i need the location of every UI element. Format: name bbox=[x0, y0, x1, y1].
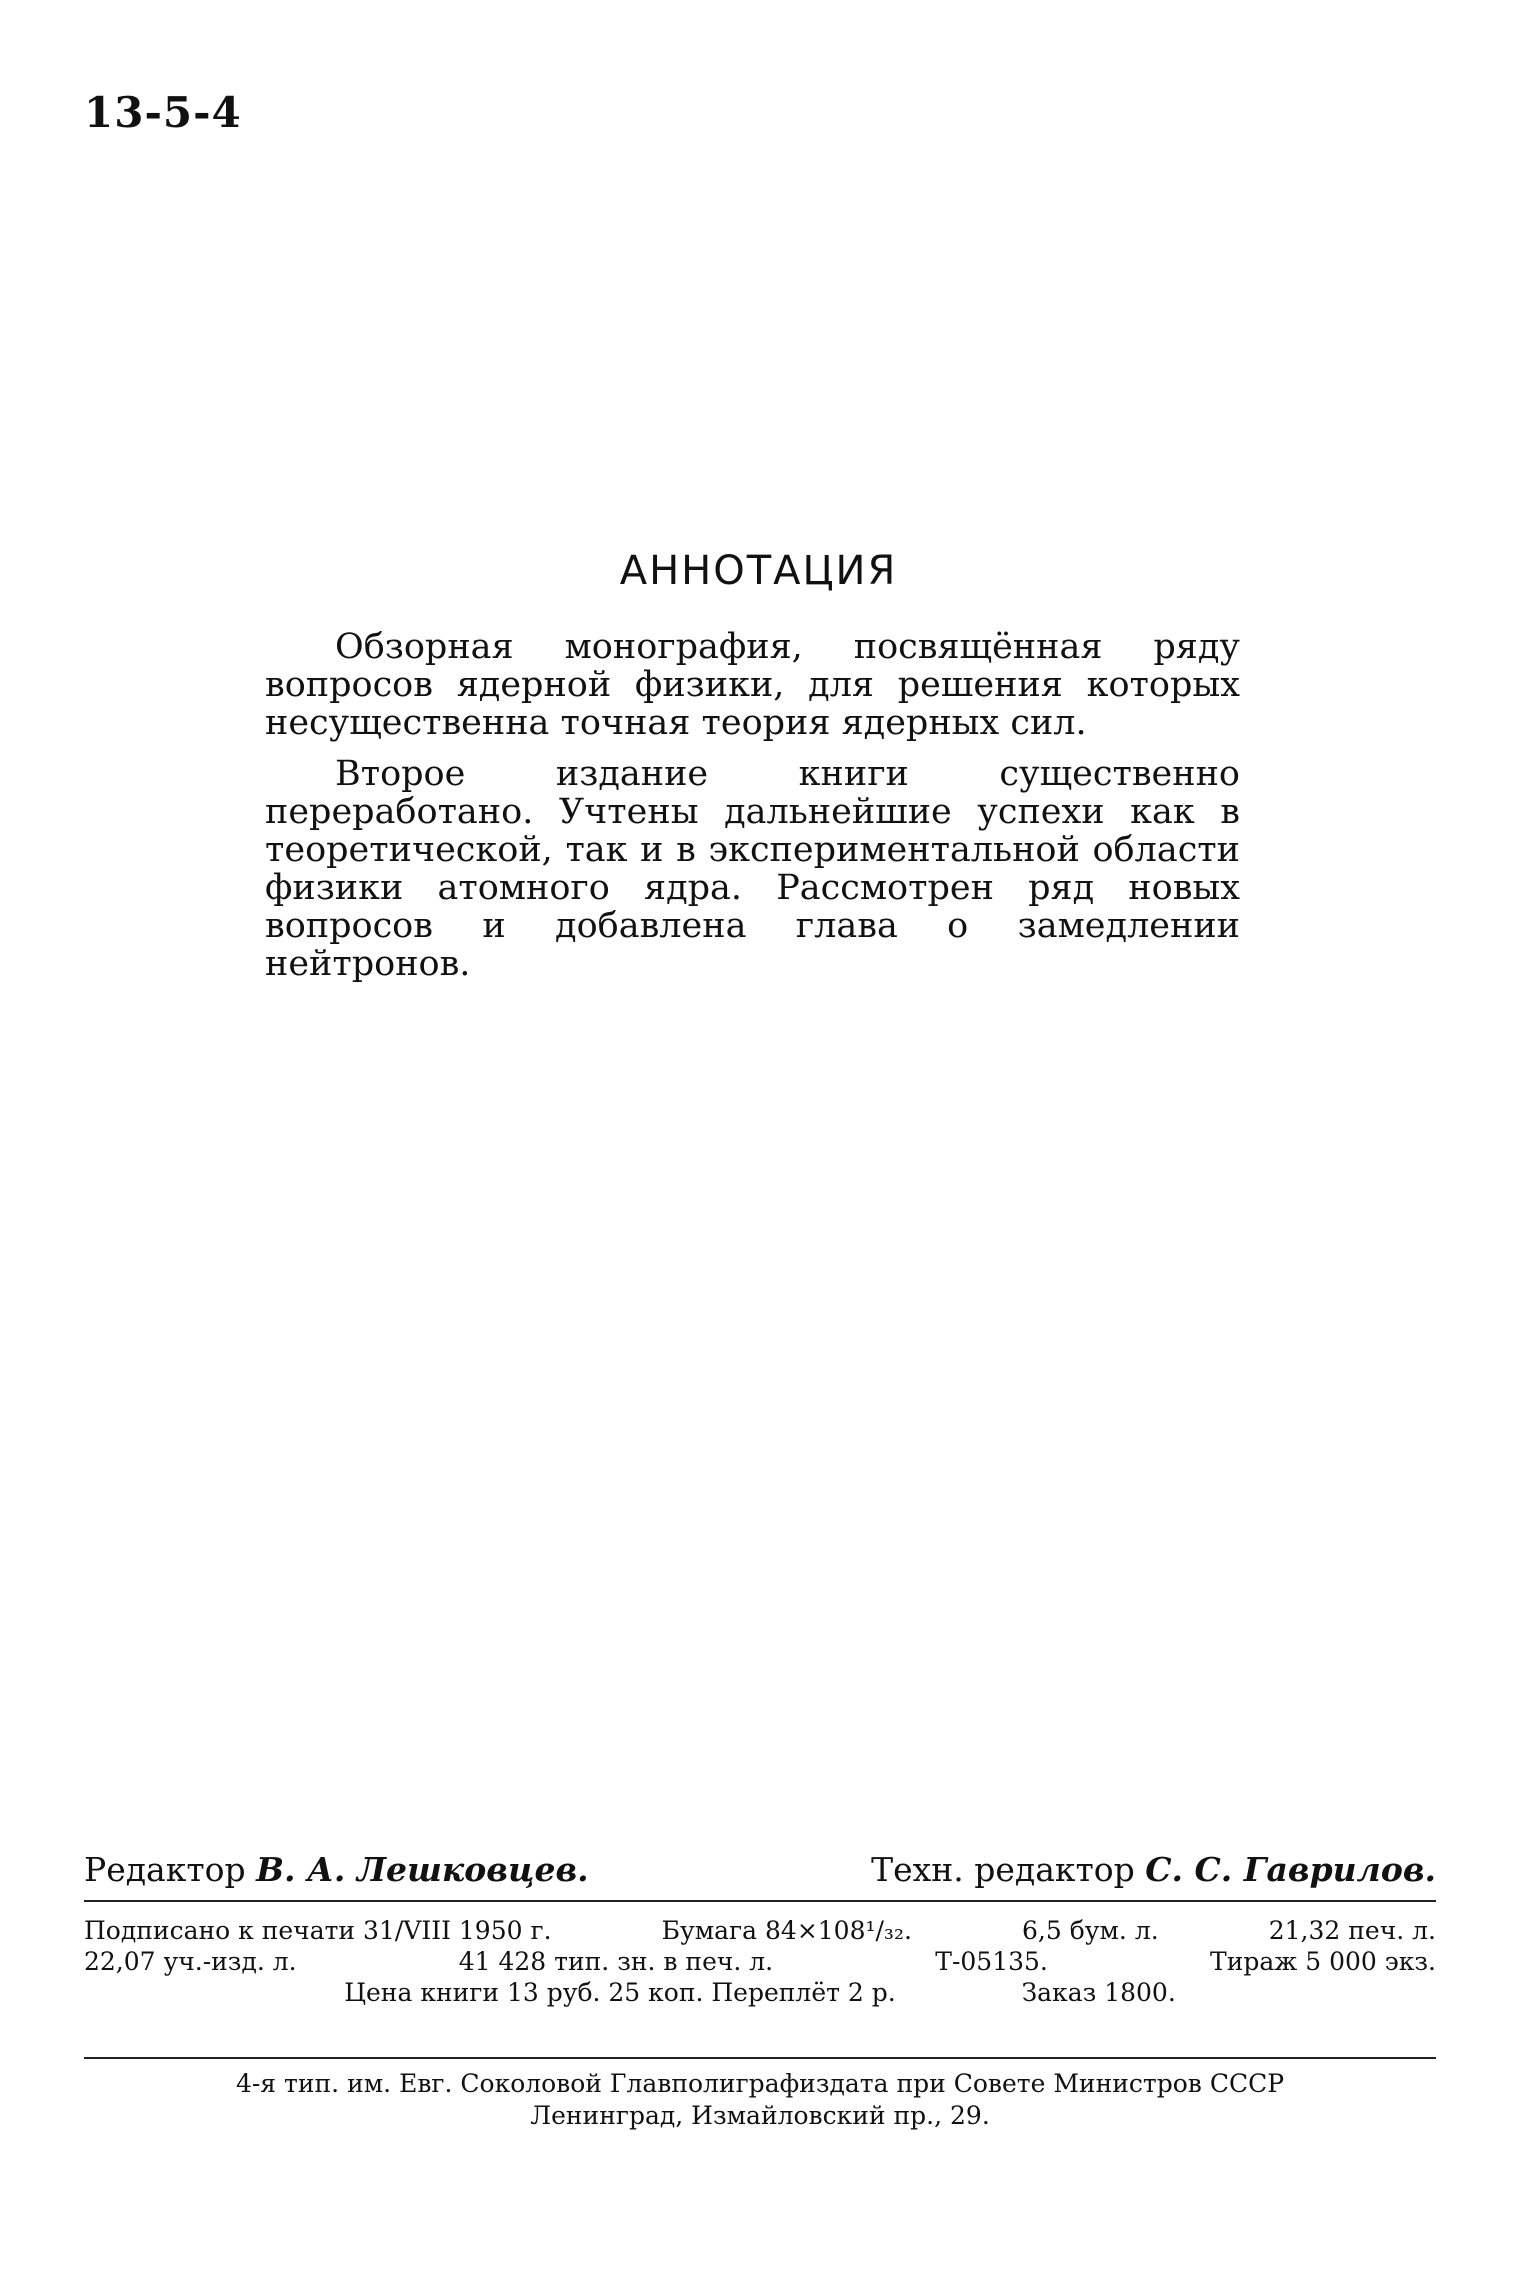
print-run: Тираж 5 000 экз. bbox=[1210, 1947, 1436, 1976]
paper-sheets: 6,5 бум. л. bbox=[1022, 1916, 1159, 1945]
signed-date: Подписано к печати 31/VIII 1950 г. bbox=[84, 1916, 552, 1945]
annotation-paragraph-2: Второе издание книги существенно переработано. Учтены дальнейшие успехи как в теоретической, так и в экспериментальной области физики атомного ядра. Рассмотрен ряд новых вопросов и добавлена глава о замедлении нейтронов. bbox=[265, 754, 1240, 984]
printer-line-1: 4-я тип. им. Евг. Соколовой Главполиграфиздата при Совете Министров СССР bbox=[235, 2069, 1285, 2098]
printer-info bbox=[84, 2068, 1436, 2132]
editor-credit bbox=[84, 1850, 589, 1889]
catalog-code: 13-5-4 bbox=[84, 88, 242, 137]
imprint-line-3 bbox=[84, 1977, 1436, 2008]
editor-name: В. А. Лешковцев. bbox=[256, 1850, 589, 1889]
tech-editor-label: Техн. редактор bbox=[871, 1850, 1135, 1889]
imprint-line-1 bbox=[84, 1915, 1436, 1946]
divider-bottom bbox=[84, 2057, 1436, 2059]
annotation-title: АННОТАЦИЯ bbox=[619, 548, 898, 594]
tech-editor-credit bbox=[871, 1850, 1436, 1889]
credits bbox=[84, 1850, 1436, 1890]
tech-editor-name: С. С. Гаврилов. bbox=[1145, 1850, 1436, 1889]
permit-number: Т-05135. bbox=[935, 1947, 1048, 1976]
paper-format: Бумага 84×108¹/₃₂. bbox=[661, 1916, 912, 1945]
print-sheets: 21,32 печ. л. bbox=[1268, 1916, 1436, 1945]
imprint-line-2 bbox=[84, 1946, 1436, 1977]
divider-top bbox=[84, 1900, 1436, 1902]
price: Цена книги 13 руб. 25 коп. Переплёт 2 р. bbox=[344, 1978, 896, 2007]
printer-line-2: Ленинград, Измайловский пр., 29. bbox=[530, 2101, 990, 2130]
characters-per-sheet: 41 428 тип. зн. в печ. л. bbox=[458, 1947, 774, 1976]
annotation-paragraph-1: Обзорная монография, посвящённая ряду вопросов ядерной физики, для решения которых несущественна точная теория ядерных сил. bbox=[265, 627, 1240, 743]
editor-label: Редактор bbox=[84, 1850, 246, 1889]
author-sheets: 22,07 уч.-изд. л. bbox=[84, 1947, 297, 1976]
order-number: Заказ 1800. bbox=[1021, 1978, 1176, 2007]
